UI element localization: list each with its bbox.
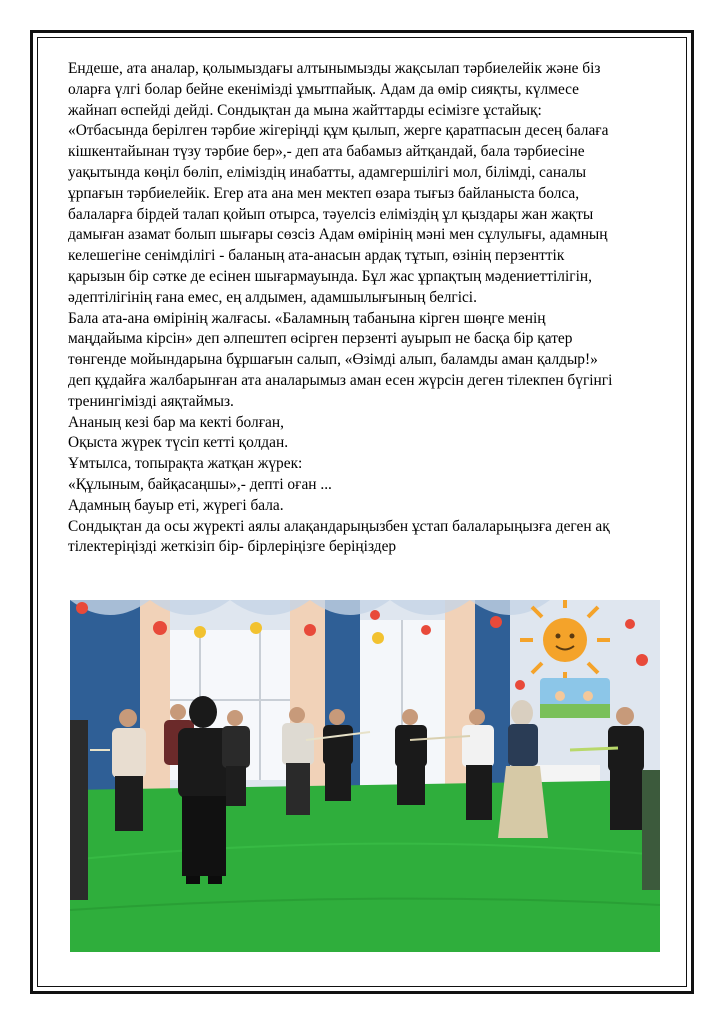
text-line: маңдайыма кірсін» деп әлпештеп өсірген перзенті ауырып не басқа бір қатер: [68, 330, 573, 348]
text-line: Сондықтан да осы жүректі аялы алақандарыңызбен ұстап балаларыңызға деген ақ: [68, 517, 610, 535]
text-line: жайнап өспейді дейді. Сондықтан да мына жайттарды есімізге ұстайық:: [68, 101, 542, 119]
text-line: келешегіне сенімділігі - баланың ата-анасын ардақ тұтып, өзінің перзенттік: [68, 247, 565, 265]
poem-line: Адамның бауыр еті, жүрегі бала.: [68, 496, 284, 514]
text-line: әдептілігінің ғана емес, ең алдымен, адамшылығының белгісі.: [68, 288, 477, 306]
text-line: оларға үлгі болар бейне екенімізді ұмытпайық. Адам да өмір сияқты, күлмесе: [68, 80, 580, 98]
poem-line: Ұмтылса, топырақта жатқан жүрек:: [68, 455, 303, 473]
text-line: Ендеше, ата аналар, қолымыздағы алтынымызды жақсылап тәрбиелейік және біз: [68, 60, 601, 77]
green-floor: [70, 780, 660, 952]
training-photo: [70, 600, 660, 952]
document-body: [68, 59, 676, 558]
text-line: кішкентайынан түзу тәрбие бер»,- деп ата бабамыз айтқандай, бала тәрбиесіне: [68, 143, 585, 161]
text-line: тренингімізді аяқтаймыз.: [68, 392, 234, 410]
text-line: төнгенде мойындарына бұршағын салып, «Өзімді алып, баламды аман қалдыр!»: [68, 351, 598, 369]
text-line: Бала ата-ана өмірінің жалғасы. «Баламның табанына кірген шөңге менің: [68, 309, 546, 327]
text-line: уақытында көңіл бөліп, еліміздің инабатты, адамгершілігі мол, білімді, саналы: [68, 163, 587, 181]
text-line: деп құдайға жалбарынған ата аналарымыз аман есен жүрсін деген тілекпен бүгінгі: [68, 371, 613, 389]
text-line: қарызын бір сәтке де есінен шығармауында. Бұл жас ұрпақтың мәдениеттілігін,: [68, 267, 592, 285]
poem-line: «Құлыным, байқасаңшы»,- депті оған ...: [68, 475, 332, 493]
text-line: балаларға бірдей талап қойып отырса, тәуелсіз еліміздің ұл қыздары жан жақты: [68, 205, 594, 223]
poem-line: Ананың кезі бар ма кекті болған,: [68, 413, 284, 431]
text-line: тілектеріңізді жеткізіп бір- бірлеріңізге беріңіздер: [68, 538, 397, 556]
text-line: ұрпағын тәрбиелейік. Егер ата ана мен мектеп өзара тығыз байланыста болса,: [68, 184, 580, 202]
poem-line: Оқыста жүрек түсіп кетті қолдан.: [68, 434, 289, 452]
text-line: «Отбасында берілген тәрбие жігеріңді құм қылып, жерге қаратпасын десең балаға: [68, 122, 609, 140]
text-line: дамыған азамат болып шығары сөзсіз Адам өмірінің мәні мен сұлулығы, адамның: [68, 226, 608, 244]
